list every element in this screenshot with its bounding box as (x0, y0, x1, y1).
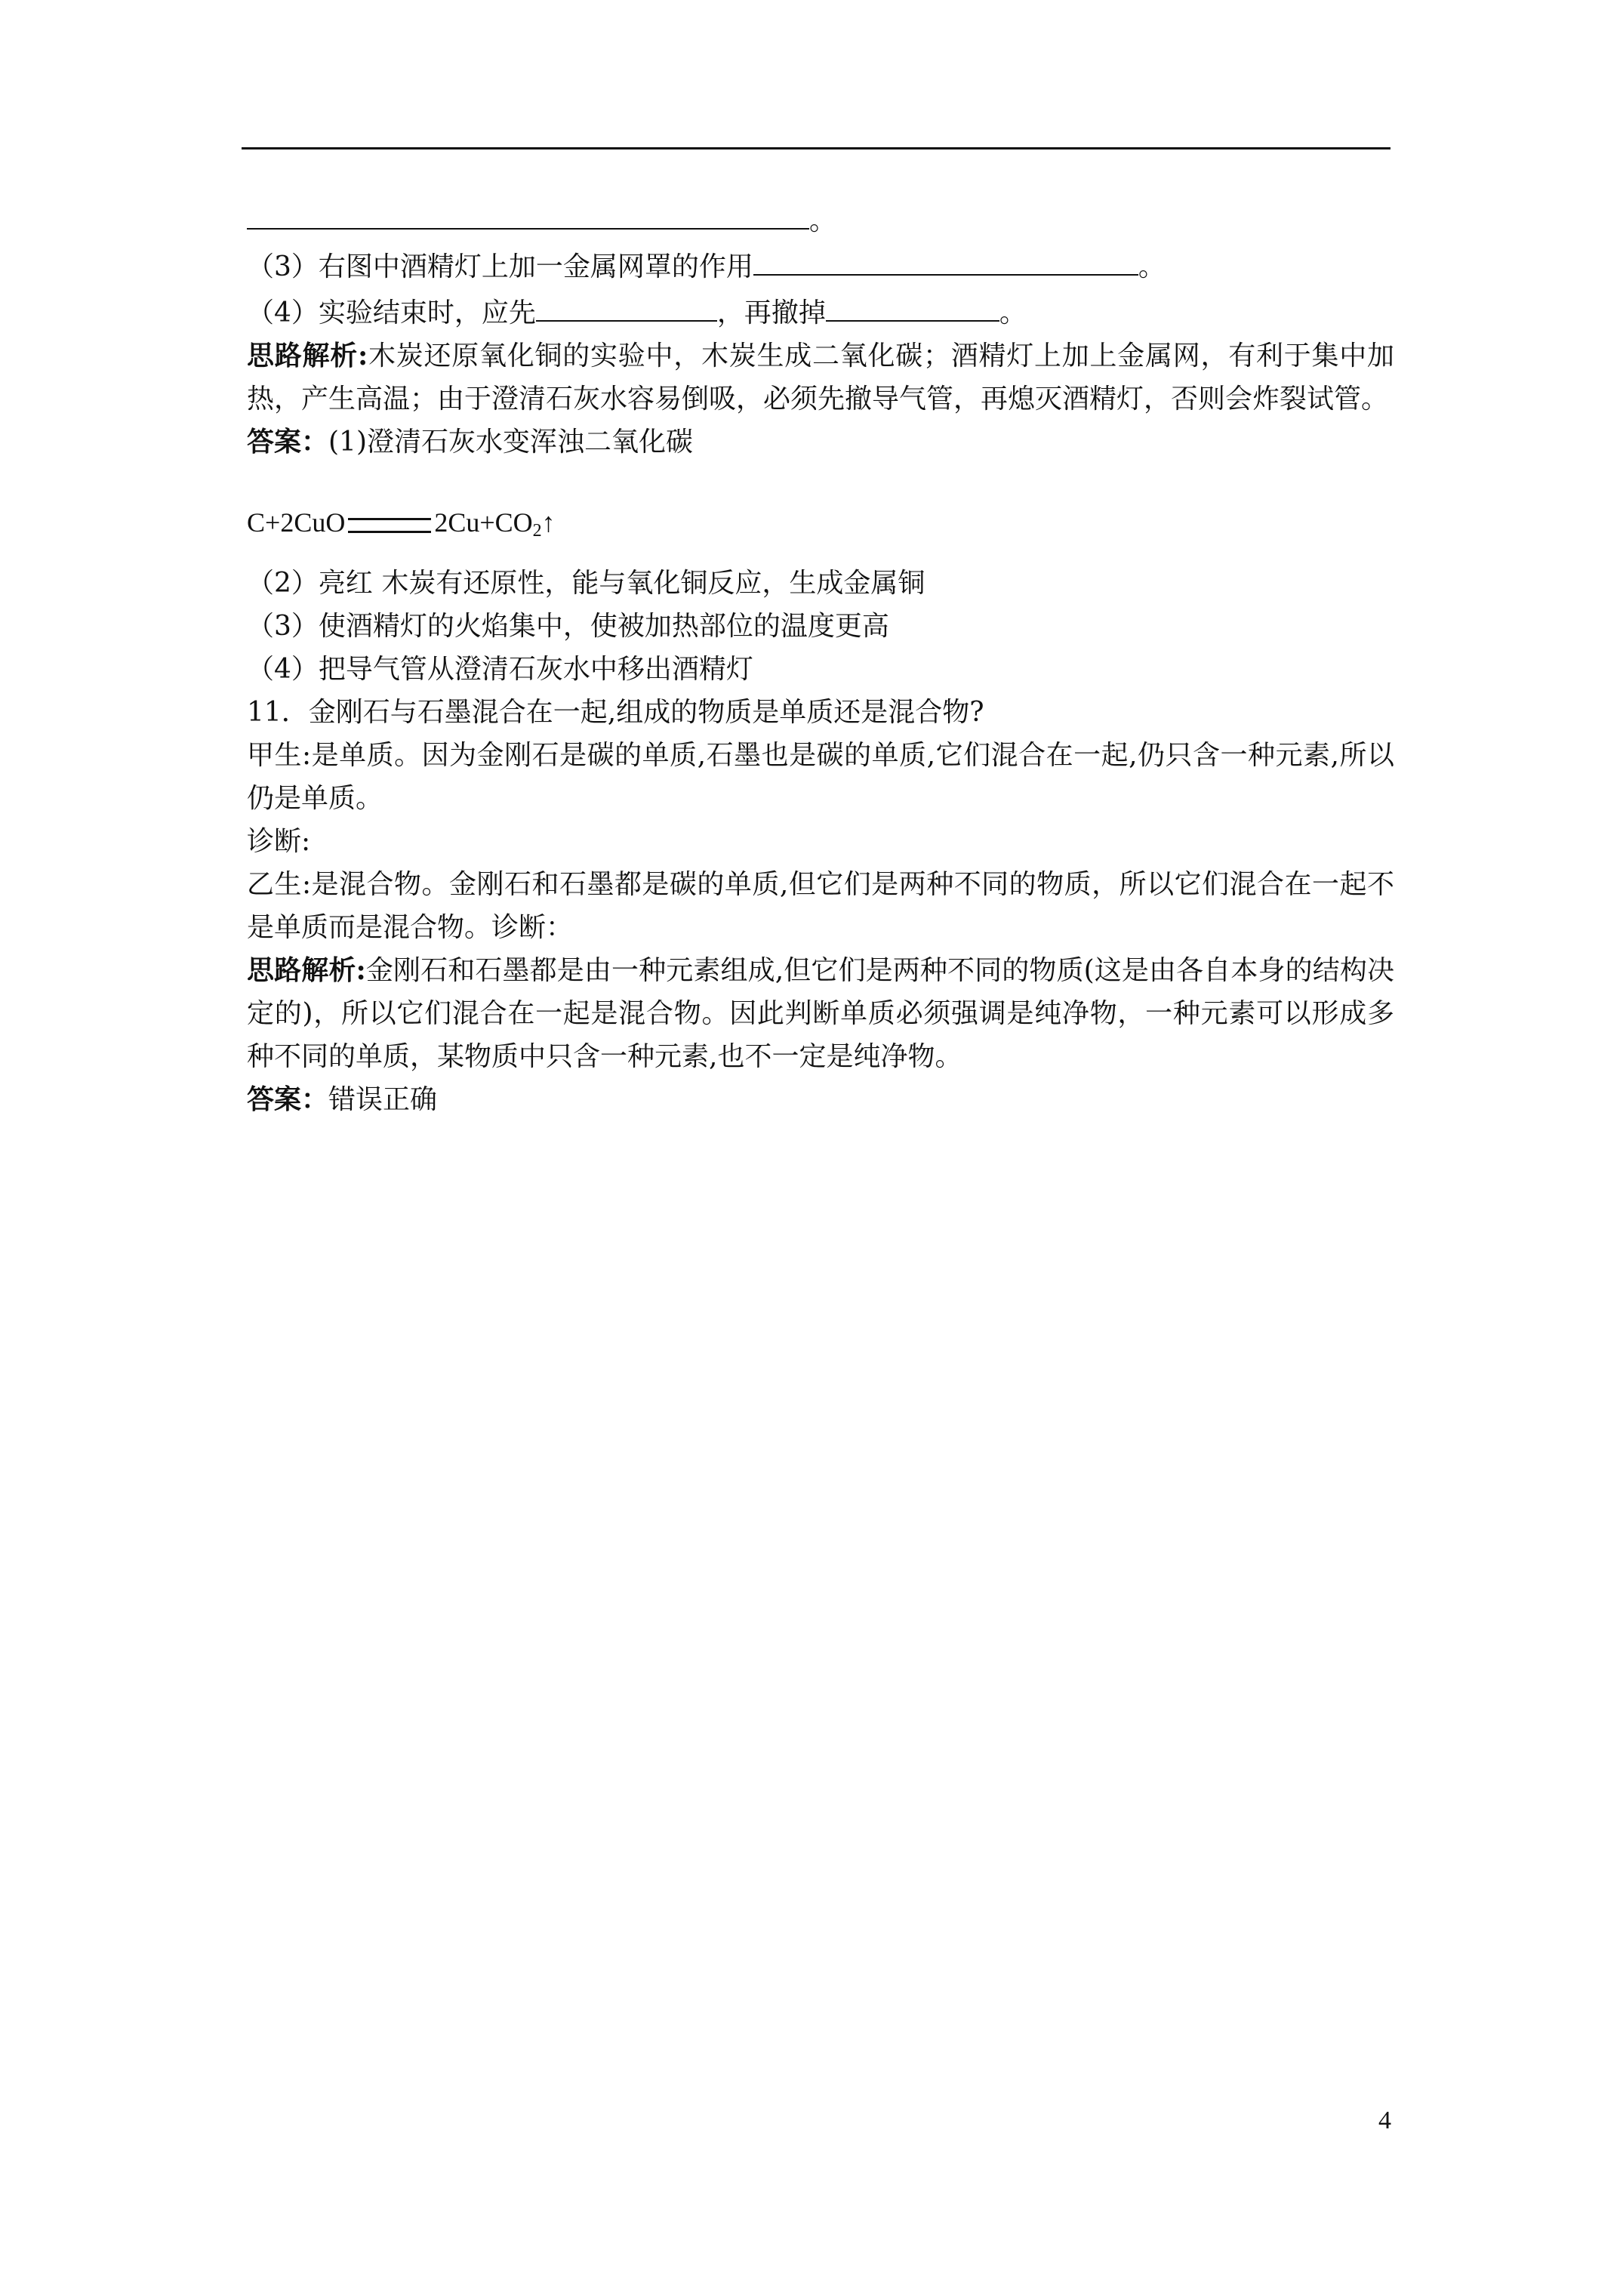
answer-blank (753, 242, 1138, 276)
question-4: （4）实验结束时，应先 ，再撤掉 。 (247, 288, 1394, 334)
analysis-1: 思路解析:木炭还原氧化铜的实验中，木炭生成二氧化碳；酒精灯上加上金属网，有利于集中加热，产生高温；由于澄清石灰水容易倒吸，必须先撤导气管，再熄灭酒精灯，否则会炸裂试管。 (247, 340, 1394, 415)
answer-blank (247, 196, 809, 230)
student-yi: 乙生:是混合物。金刚石和石墨都是碳的单质,但它们是两种不同的物质，所以它们混合在一起不是单质而是混合物。诊断： (247, 869, 1394, 943)
diagnosis-label: 诊断: (247, 826, 311, 857)
answer-blank (826, 288, 999, 322)
header-rule (242, 147, 1390, 149)
analysis-2: 思路解析:金刚石和石墨都是由一种元素组成,但它们是两种不同的物质(这是由各自本身的结构决定的)，所以它们混合在一起是混合物。因此判断单质必须强调是纯净物，一种元素可以形成多种不同的单质，某物质中只含一种元素,也不一定是纯净物。 (247, 954, 1394, 1072)
document-body (247, 196, 1394, 1121)
question-3: （3）右图中酒精灯上加一金属网罩的作用 。 (247, 242, 1394, 288)
answer-3: （3）使酒精灯的火焰集中，使被加热部位的温度更高 (247, 611, 889, 642)
question-11: 11．金刚石与石墨混合在一起,组成的物质是单质还是混合物? (247, 697, 984, 728)
answer-1: 答案：(1)澄清石灰水变浑浊二氧化碳 (247, 426, 694, 458)
line-blank-continuation: 。 (247, 196, 1394, 242)
equals-sign (348, 518, 431, 533)
answer-4: （4）把导气管从澄清石灰水中移出酒精灯 (247, 654, 753, 685)
chemical-equation: C+2CuO $2Cu+CO_2↑$ (247, 507, 556, 541)
student-jia: 甲生:是单质。因为金刚石是碳的单质,石墨也是碳的单质,它们混合在一起,仍只含一种元素,所以仍是单质。 (247, 740, 1394, 814)
page-number: 4 (1378, 2106, 1391, 2134)
answer-11: 答案：错误正确 (247, 1083, 438, 1115)
answer-2: （2）亮红 木炭有还原性，能与氧化铜反应，生成金属铜 (247, 568, 925, 599)
answer-blank (536, 288, 717, 322)
gas-arrow-icon: ↑ (541, 507, 556, 538)
